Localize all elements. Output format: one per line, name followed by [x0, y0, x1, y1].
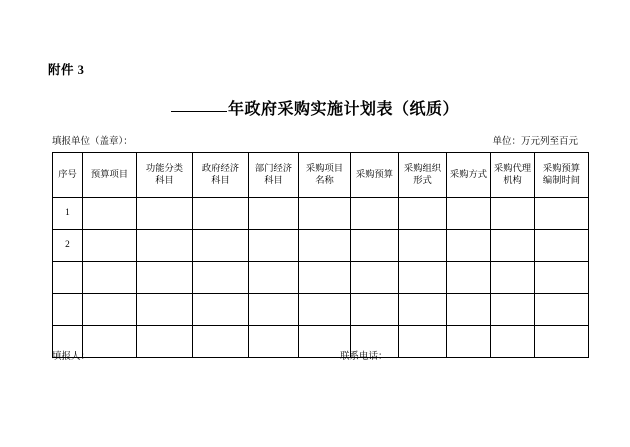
cell-index [53, 294, 83, 326]
attachment-label: 附件 3 [48, 63, 85, 77]
cell-procurement-method[interactable] [447, 294, 491, 326]
cell-budget-project[interactable] [83, 262, 137, 294]
cell-gov-economic-subject[interactable] [193, 294, 249, 326]
cell-procurement-agency[interactable] [491, 262, 535, 294]
cell-budget-prepare-time[interactable] [535, 294, 589, 326]
cell-procurement-project-name[interactable] [299, 262, 351, 294]
plan-table-wrap [52, 152, 581, 358]
col-header-function-class-subject: 功能分类 科目 [137, 153, 193, 198]
cell-organization-form[interactable] [399, 230, 447, 262]
contact-label: 联系电话： [340, 352, 388, 362]
col-header-procurement-method: 采购方式 [447, 153, 491, 198]
table-row [53, 294, 589, 326]
table-body [53, 198, 589, 358]
cell-procurement-project-name[interactable] [299, 198, 351, 230]
cell-procurement-budget[interactable] [351, 230, 399, 262]
table-row [53, 262, 589, 294]
cell-budget-prepare-time[interactable] [535, 262, 589, 294]
col-header-gov-economic-subject: 政府经济 科目 [193, 153, 249, 198]
col-header-dept-economic-subject: 部门经济 科目 [249, 153, 299, 198]
cell-gov-economic-subject[interactable] [193, 198, 249, 230]
cell-budget-project[interactable] [83, 198, 137, 230]
cell-procurement-agency[interactable] [491, 198, 535, 230]
cell-procurement-method[interactable] [447, 230, 491, 262]
cell-budget-prepare-time[interactable] [535, 230, 589, 262]
cell-procurement-budget[interactable] [351, 198, 399, 230]
cell-budget-prepare-time[interactable] [535, 198, 589, 230]
table-row [53, 230, 589, 262]
cell-dept-economic-subject[interactable] [249, 230, 299, 262]
cell-function-class-subject[interactable] [137, 294, 193, 326]
title-blank-underline [171, 111, 227, 112]
table-header-row [53, 153, 589, 198]
table-row [53, 198, 589, 230]
col-header-procurement-budget: 采购预算 [351, 153, 399, 198]
col-header-procurement-project-name: 采购项目 名称 [299, 153, 351, 198]
cell-function-class-subject[interactable] [137, 262, 193, 294]
cell-dept-economic-subject[interactable] [249, 198, 299, 230]
cell-procurement-method[interactable] [447, 262, 491, 294]
cell-gov-economic-subject[interactable] [193, 230, 249, 262]
col-header-budget-prepare-time: 采购预算 编制时间 [535, 153, 589, 198]
cell-procurement-agency[interactable] [491, 230, 535, 262]
footer-row [52, 348, 578, 362]
col-header-procurement-agency: 采购代理 机构 [491, 153, 535, 198]
cell-index: 1 [53, 198, 83, 230]
cell-procurement-method[interactable] [447, 198, 491, 230]
meta-row [52, 133, 578, 147]
cell-organization-form[interactable] [399, 294, 447, 326]
cell-dept-economic-subject[interactable] [249, 262, 299, 294]
cell-procurement-budget[interactable] [351, 262, 399, 294]
col-header-index: 序号 [53, 153, 83, 198]
col-header-organization-form: 采购组织 形式 [399, 153, 447, 198]
unit-label: 单位：万元列至百元 [492, 137, 578, 147]
cell-budget-project[interactable] [83, 230, 137, 262]
cell-procurement-agency[interactable] [491, 294, 535, 326]
cell-gov-economic-subject[interactable] [193, 262, 249, 294]
cell-index [53, 262, 83, 294]
cell-organization-form[interactable] [399, 198, 447, 230]
reporter-label: 填报人： [52, 352, 91, 362]
cell-index: 2 [53, 230, 83, 262]
cell-procurement-project-name[interactable] [299, 294, 351, 326]
cell-procurement-budget[interactable] [351, 294, 399, 326]
procurement-plan-table [52, 152, 589, 358]
cell-function-class-subject[interactable] [137, 230, 193, 262]
cell-dept-economic-subject[interactable] [249, 294, 299, 326]
cell-procurement-project-name[interactable] [299, 230, 351, 262]
col-header-budget-project: 预算项目 [83, 153, 137, 198]
cell-budget-project[interactable] [83, 294, 137, 326]
title-text: 年政府采购实施计划表（纸质） [227, 101, 459, 118]
cell-organization-form[interactable] [399, 262, 447, 294]
page-title [0, 96, 630, 119]
cell-function-class-subject[interactable] [137, 198, 193, 230]
fill-unit-label: 填报单位（盖章）： [52, 137, 133, 147]
